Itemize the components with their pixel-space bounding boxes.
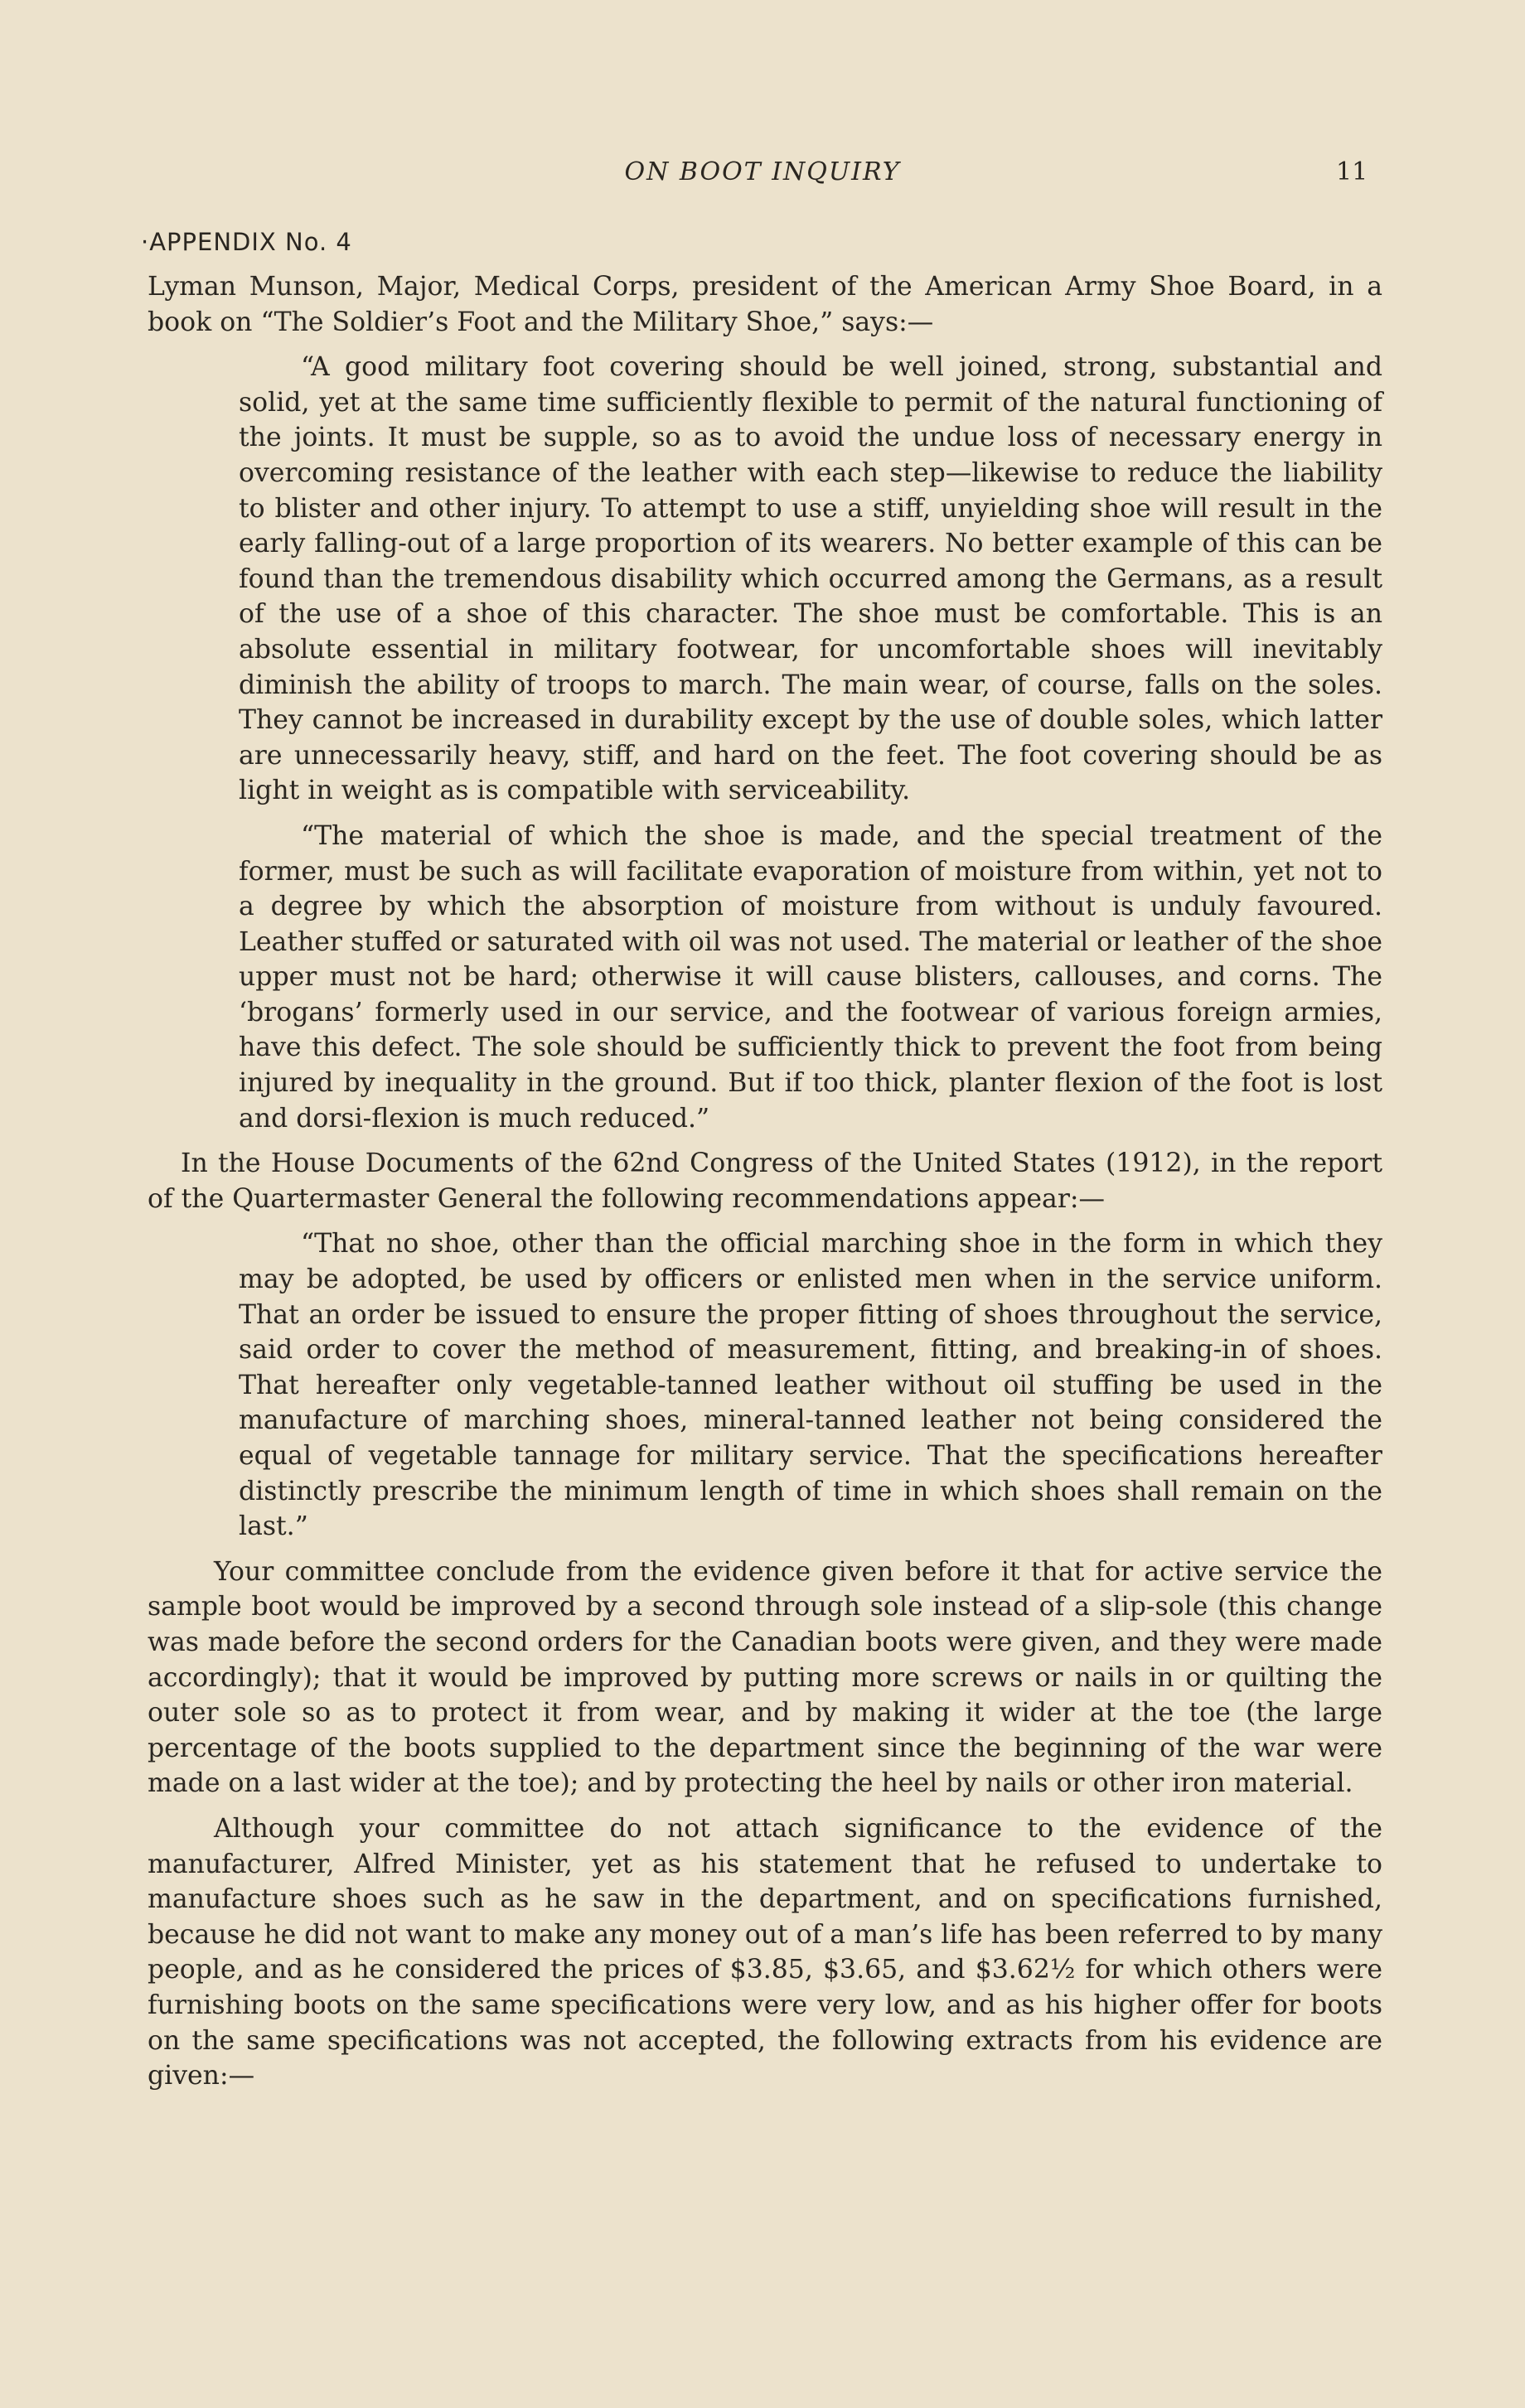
appendix-label: ·APPENDIX No. 4 <box>141 228 352 256</box>
page-number: 11 <box>1336 157 1368 186</box>
house-documents-paragraph: In the House Documents of the 62nd Congress of the United States (1912), in the report of the Quartermaster General the following recommendations appear:— <box>148 1148 1382 1214</box>
running-header: ON BOOT INQUIRY <box>624 157 901 186</box>
quote-paragraph: “A good military foot covering should be well joined, strong, substantial and solid, yet at the same time sufficiently flexible to permit of the natural functioning of the joints. It must be supple, so as to avoid the undue loss of necessary energy in overcoming resistance of the leather with each step—likewise to reduce the liability to blister and other injury. To attempt to use a stiff, unyielding shoe will result in the early falling-out of a large proportion of its wearers. No better example of this can be found than the tremendous disability which occurred among the Germans, as a result of the use of a shoe of this character. The shoe must be comfortable. This is an absolute essential in military footwear, for uncomfortable shoes will inevitably diminish the ability of troops to march. The main wear, of course, falls on the soles. They cannot be increased in durability except by the use of double soles, which latter are unnecessarily heavy, stiff, and hard on the feet. The foot covering should be as light in weight as is compatible with serviceability. <box>239 352 1382 806</box>
committee-paragraph: Your committee conclude from the evidence given before it that for active service the sample boot would be improved by a second through sole instead of a slip-sole (this change was made before the second orders for the Canadian boots were given, and they were made accordingly); that it would be improved by putting more screws or nails in or quilting the outer sole so as to protect it from wear, and by making it wider at the toe (the large percentage of the boots supplied to the department since the beginning of the war were made on a last wider at the toe); and by protecting the heel by nails or other iron material. <box>148 1556 1382 1799</box>
intro-paragraph: Lyman Munson, Major, Medical Corps, president of the American Army Shoe Board, in a book on “The Soldier’s Foot and the Military Shoe,” says:— <box>148 272 1382 337</box>
quote-paragraph: “The material of which the shoe is made, and the special treatment of the former, must be such as will facilitate evaporation of moisture from within, yet not to a degree by which the absorption of moisture from without is unduly favoured. Leather stuffed or saturated with oil was not used. The material or leather of the shoe upper must not be hard; otherwise it will cause blisters, callouses, and corns. The ‘brogans’ formerly used in our service, and the footwear of various foreign armies, have this defect. The sole should be sufficiently thick to prevent the foot from being injured by inequality in the ground. But if too thick, planter flexion of the foot is lost and dorsi-flexion is much reduced.” <box>239 820 1382 1134</box>
quartermaster-quote <box>239 1226 1382 1544</box>
minister-paragraph: Although your committee do not attach significance to the evidence of the manufacturer, Alfred Minister, yet as his statement that he refused to undertake to manufacture shoes such as he saw in the department, and on specifications furnished, because he did not want to make any money out of a man’s life has been referred to by many people, and as he considered the prices of $3.85, $3.65, and $3.62½ for which others were furnishing boots on the same specifications were very low, and as his higher offer for boots on the same specifications was not accepted, the following extracts from his evidence are given:— <box>148 1813 1383 2091</box>
body-text <box>148 269 1382 2094</box>
quote-paragraph: “That no shoe, other than the official marching shoe in the form in which they may be adopted, be used by officers or enlisted men when in the service uniform. That an order be issued to ensure the proper fitting of shoes throughout the service, said order to cover the method of measurement, fitting, and breaking-in of shoes. That hereafter only vegetable-tanned leather without oil stuffing be used in the manufacture of marching shoes, mineral-tanned leather not being considered the equal of vegetable tannage for military service. That the specifications hereafter distinctly prescribe the minimum length of time in which shoes shall remain on the last.” <box>239 1229 1382 1542</box>
munson-quote <box>239 350 1382 1136</box>
